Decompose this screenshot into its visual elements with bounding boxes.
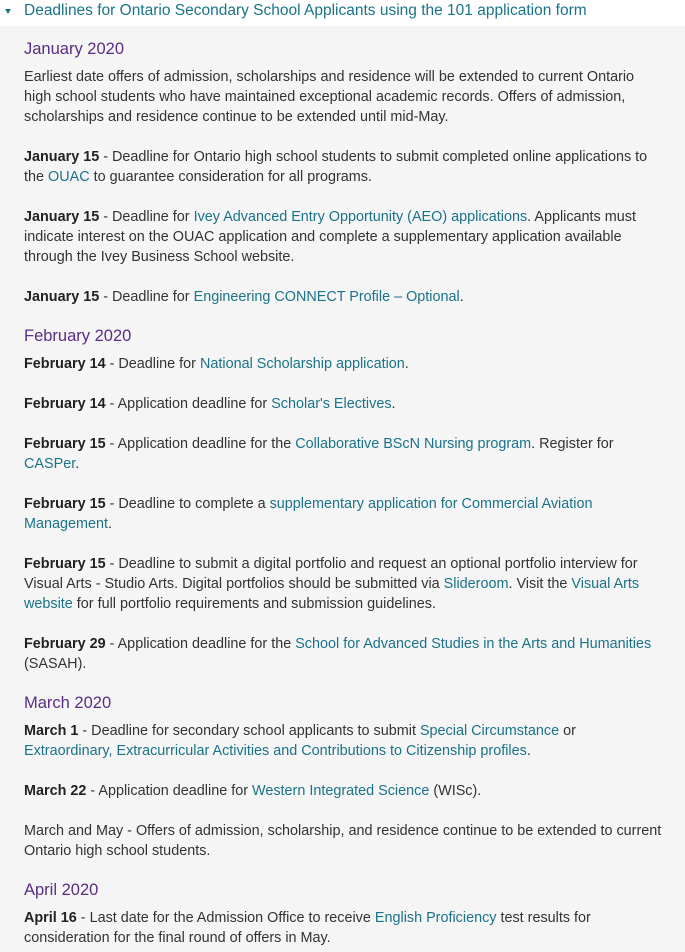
- deadline-link[interactable]: OUAC: [48, 169, 90, 185]
- accordion-header-deadlines[interactable]: [0, 0, 685, 26]
- deadline-text: - Deadline for: [99, 209, 194, 225]
- deadline-text: - Deadline to submit a digital portfolio and request an optional portfolio interview for Visual Arts - Studio Arts. Digital portfolios should be submitted via: [24, 556, 638, 592]
- deadline-text: - Deadline for Ontario high school students to submit completed online applications to the: [24, 149, 648, 185]
- deadline-text: .: [108, 516, 112, 532]
- deadline-entry: [24, 67, 663, 127]
- month-heading: January 2020: [24, 40, 124, 58]
- deadline-entry: [24, 721, 663, 761]
- deadline-text: March and May - Offers of admission, scholarship, and residence continue to be extended to current Ontario high school students.: [24, 823, 662, 859]
- deadline-text: - Deadline to complete a: [105, 496, 270, 512]
- deadline-date: February 14: [24, 396, 106, 412]
- deadline-date: February 29: [24, 636, 106, 652]
- deadline-date: February 14: [24, 356, 106, 372]
- deadline-link[interactable]: School for Advanced Studies in the Arts and Humanities: [295, 636, 652, 652]
- deadline-text: .: [404, 356, 409, 372]
- deadline-date: March 22: [24, 783, 87, 799]
- deadline-entry: [24, 634, 663, 674]
- deadline-link[interactable]: Collaborative BScN Nursing program: [295, 436, 532, 452]
- deadline-date: February 15: [24, 496, 106, 512]
- deadline-link[interactable]: Ivey Advanced Entry Opportunity (AEO) applications: [193, 209, 528, 225]
- deadline-text: - Application deadline for: [105, 396, 272, 412]
- deadline-text: - Deadline for secondary school applicants to submit: [78, 723, 420, 739]
- deadline-text: .: [526, 743, 531, 759]
- deadline-text: - Last date for the Admission Office to receive: [76, 910, 375, 926]
- deadline-text: (SASAH).: [24, 656, 87, 672]
- deadline-date: January 15: [24, 209, 100, 225]
- deadline-link[interactable]: Extraordinary, Extracurricular Activities and Contributions to Citizenship profiles: [24, 743, 527, 759]
- month-heading: February 2020: [24, 327, 132, 345]
- deadline-text: to guarantee consideration for all programs.: [89, 169, 372, 185]
- deadline-text: .: [391, 396, 396, 412]
- deadline-text: (WISc).: [429, 783, 482, 799]
- deadline-entry: [24, 287, 663, 307]
- deadline-text: .: [459, 289, 464, 305]
- accordion-panel: [0, 26, 685, 952]
- deadline-entry: [24, 781, 663, 801]
- month-heading: March 2020: [24, 694, 112, 712]
- deadline-link[interactable]: Western Integrated Science: [252, 783, 430, 799]
- deadline-link[interactable]: Visual Arts website: [24, 576, 640, 612]
- deadline-link[interactable]: Scholar's Electives: [271, 396, 392, 412]
- deadline-text: - Application deadline for the: [105, 436, 296, 452]
- deadline-date: January 15: [24, 149, 100, 165]
- deadline-link[interactable]: CASPer: [24, 456, 76, 472]
- deadline-link[interactable]: Slideroom: [443, 576, 509, 592]
- deadline-text: for full portfolio requirements and submission guidelines.: [72, 596, 436, 612]
- deadline-entry: [24, 908, 663, 948]
- deadline-text: . Visit the: [508, 576, 572, 592]
- deadline-date: February 15: [24, 556, 106, 572]
- deadline-entry: [24, 821, 663, 861]
- deadline-date: February 15: [24, 436, 106, 452]
- deadline-text: or: [559, 723, 576, 739]
- deadline-link[interactable]: supplementary application for Commercial Aviation Management: [24, 496, 593, 532]
- deadline-text: test results for consideration for the final round of offers in May.: [24, 910, 591, 946]
- deadline-text: . Applicants must indicate interest on the OUAC application and complete a supplementary application available through the Ivey Business School website.: [24, 209, 636, 265]
- deadline-date: January 15: [24, 289, 100, 305]
- deadline-entry: [24, 207, 663, 267]
- deadline-entry: [24, 554, 663, 614]
- deadline-entry: [24, 147, 663, 187]
- deadline-text: Earliest date offers of admission, scholarships and residence will be extended to current Ontario high school students who have maintained exceptional academic records. Offers of admission, scholarships and residence continue to be extended until mid-May.: [24, 69, 635, 125]
- deadline-text: - Application deadline for: [86, 783, 252, 799]
- deadline-text: .: [75, 456, 80, 472]
- deadline-link[interactable]: Special Circumstance: [419, 723, 560, 739]
- deadline-date: March 1: [24, 723, 79, 739]
- deadline-text: - Deadline for: [105, 356, 200, 372]
- deadline-text: . Register for: [531, 436, 614, 452]
- accordion-title: Deadlines for Ontario Secondary School Applicants using the 101 application form: [24, 2, 587, 19]
- deadline-link[interactable]: English Proficiency: [374, 910, 497, 926]
- deadline-entry: [24, 494, 663, 534]
- deadline-date: April 16: [24, 910, 77, 926]
- month-heading: April 2020: [24, 881, 99, 899]
- deadline-link[interactable]: Engineering CONNECT Profile – Optional: [193, 289, 460, 305]
- deadline-entry: [24, 394, 663, 414]
- caret-down-icon[interactable]: [5, 9, 11, 14]
- deadline-entry: [24, 354, 663, 374]
- deadline-text: - Deadline for: [99, 289, 194, 305]
- deadline-entry: [24, 434, 663, 474]
- deadline-text: - Application deadline for the: [105, 636, 296, 652]
- deadline-link[interactable]: National Scholarship application: [199, 356, 405, 372]
